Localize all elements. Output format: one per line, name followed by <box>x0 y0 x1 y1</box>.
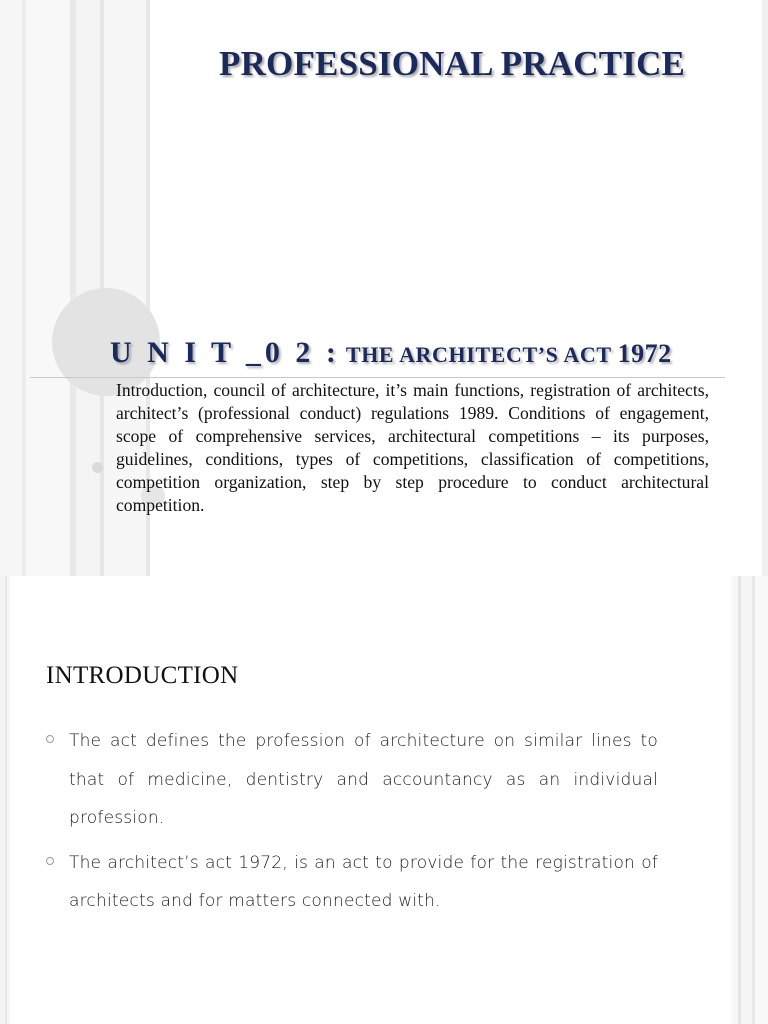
decorative-edge <box>762 0 768 576</box>
unit-heading <box>110 336 672 370</box>
list-item <box>46 844 658 921</box>
bullet-circle-icon <box>46 857 54 865</box>
slide-2 <box>0 576 768 1024</box>
bullet-circle-icon <box>46 735 54 743</box>
unit-number: U N I T _0 2 : <box>110 336 340 369</box>
bullet-text: The act defines the profession of architecture on similar lines to that of medicine, dentistry and accountancy as an individual profession. <box>69 731 658 828</box>
unit-year: 1972 <box>617 339 672 368</box>
bullet-list <box>46 722 658 927</box>
unit-subject: THE ARCHITECT’S ACT <box>345 342 612 367</box>
decorative-band-right <box>732 576 768 1024</box>
list-item <box>46 722 658 838</box>
slide-title: PROFESSIONAL PRACTICE <box>219 44 686 83</box>
divider-line <box>30 377 725 378</box>
section-title: INTRODUCTION <box>46 662 239 689</box>
syllabus-text: Introduction, council of architecture, it’s main functions, registration of architects, architect’s (professional conduct) regulations 1989. Conditions of engagement, scope of comprehensive services, architectural competitions – its purposes, guidelines, conditions, types of competitions, classification of competitions, competition organization, step by step procedure to conduct architectural competition. <box>116 380 709 515</box>
decorative-band-left <box>0 576 10 1024</box>
decorative-dot <box>92 462 103 473</box>
bullet-text: The architect’s act 1972, is an act to provide for the registration of architects and for matters connected with. <box>69 852 658 911</box>
